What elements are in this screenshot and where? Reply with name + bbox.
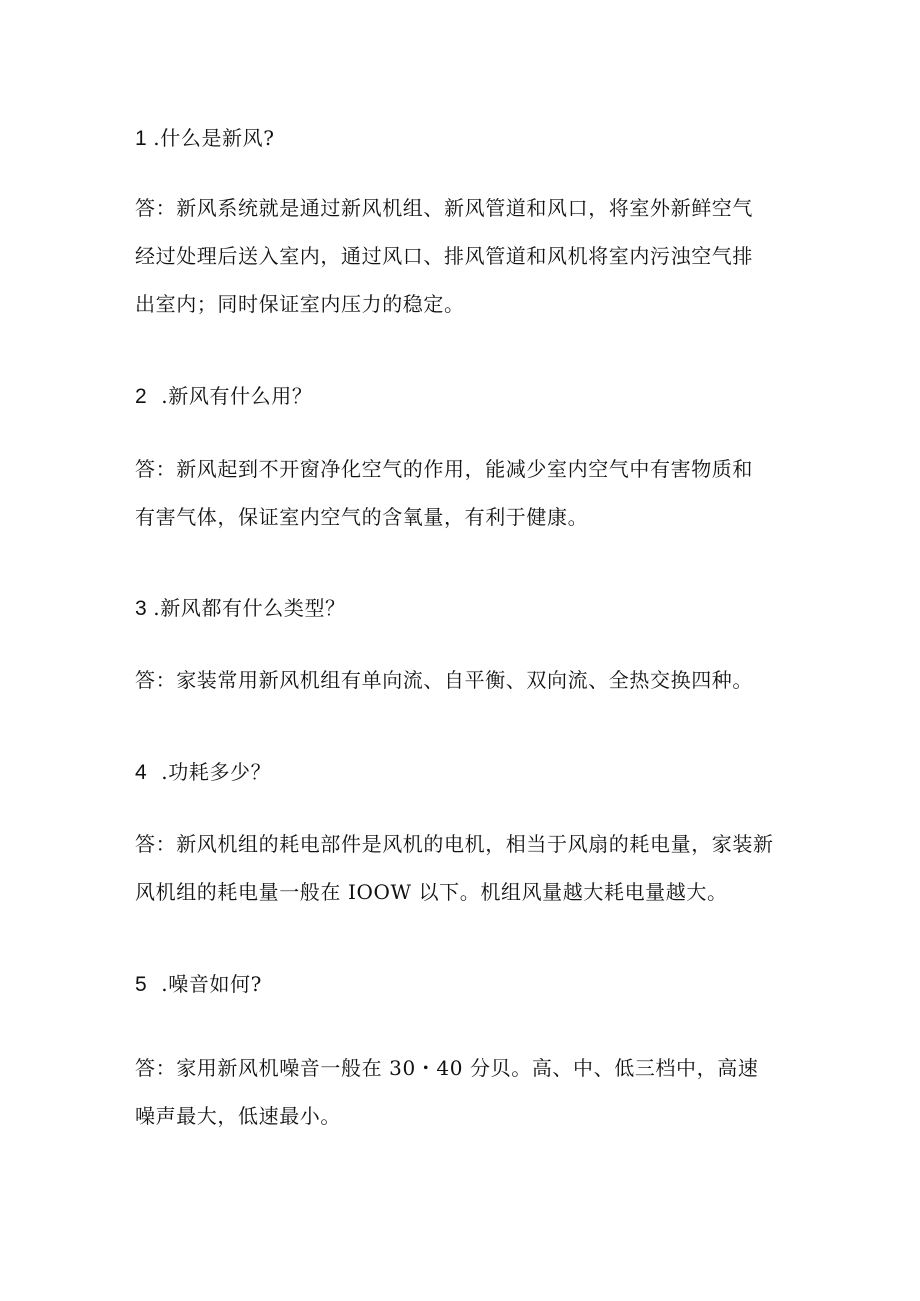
answer-line: 答：新风系统就是通过新风机组、新风管道和风口，将室外新鲜空气 [135,196,753,220]
answer-line: 有害气体，保证室内空气的含氧量，有利于健康。 [135,505,589,529]
answer-3 [135,656,795,704]
question-5 [135,968,795,997]
question-3 [135,592,795,621]
question-text: .新风有什么用？ [161,384,313,408]
question-text: .什么是新风? [153,126,275,150]
answer-4 [135,820,795,916]
question-number: 2 [135,385,148,408]
answer-line: 答：新风机组的耗电部件是风机的电机，相当于风扇的耗电量，家装新 [135,832,774,856]
question-text: .噪音如何? [161,972,262,996]
answer-line: 答：家用新风机噪音一般在 30・40 分贝。高、中、低三档中，高速 [135,1056,759,1080]
question-1 [135,122,795,151]
answer-2 [135,445,795,541]
answer-line: 经过处理后送入室内，通过风口、排风管道和风机将室内污浊空气排 [135,244,753,268]
question-number: 5 [135,973,148,996]
question-text: .新风都有什么类型？ [153,596,346,620]
question-number: 3 [135,597,148,620]
answer-line: 风机组的耗电量一般在 IOOW 以下。机组风量越大耗电量越大。 [135,880,728,904]
answer-line: 噪声最大，低速最小。 [135,1104,341,1128]
answer-5 [135,1044,795,1140]
question-2 [135,380,795,409]
answer-line: 答：家装常用新风机组有单向流、自平衡、双向流、全热交换四种。 [135,668,753,692]
answer-line: 答：新风起到不开窗净化空气的作用，能减少室内空气中有害物质和 [135,457,753,481]
question-number: 1 [135,127,148,150]
question-text: .功耗多少？ [161,760,272,784]
answer-1 [135,184,795,328]
question-4 [135,756,795,785]
question-number: 4 [135,761,148,784]
answer-line: 出室内；同时保证室内压力的稳定。 [135,292,465,316]
